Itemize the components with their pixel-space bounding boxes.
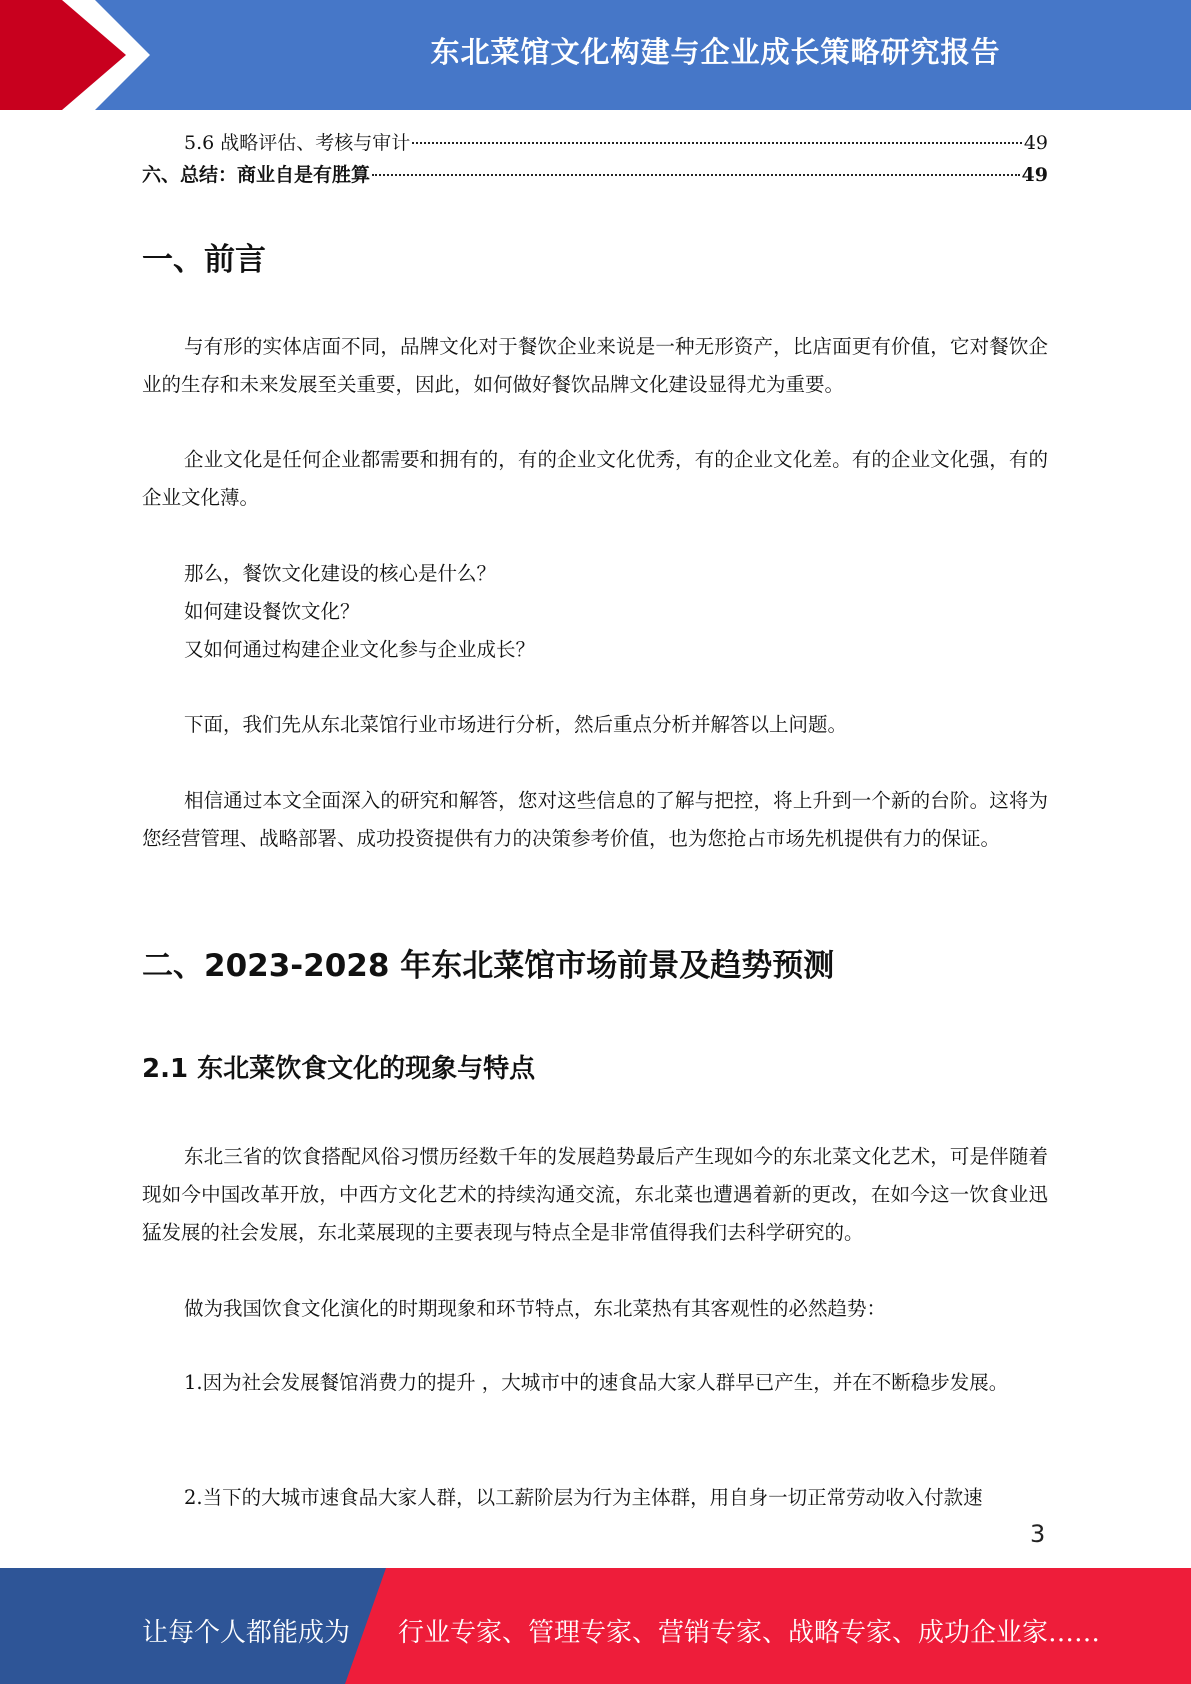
header-arrow-icon [0, 0, 200, 110]
toc-leader [372, 174, 1020, 176]
body-paragraph: 东北三省的饮食搭配风俗习惯历经数千年的发展趋势最后产生现如今的东北菜文化艺术，可是伴随着现如今中国改革开放，中西方文化艺术的持续沟通交流，东北菜也遭遇着新的更改，在如今这一饮食业迅猛发展的社会发展，东北菜展现的主要表现与特点全是非常值得我们去科学研究的。 [142, 1145, 1048, 1244]
body-paragraph: 相信通过本文全面深入的研究和解答，您对这些信息的了解与把控，将上升到一个新的台阶。这将为您经营管理、战略部署、成功投资提供有力的决策参考价值，也为您抢占市场先机提供有力的保证。 [142, 789, 1048, 850]
body-paragraph: 企业文化是任何企业都需要和拥有的，有的企业文化优秀，有的企业文化差。有的企业文化强，有的企业文化薄。 [142, 448, 1048, 509]
section-heading: 二、2023-2028 年东北菜馆市场前景及趋势预测 [142, 948, 835, 984]
report-title: 东北菜馆文化构建与企业成长策略研究报告 [430, 35, 1001, 69]
toc-entry[interactable] [142, 160, 1048, 192]
toc-entry-label: 六、总结：商业自是有胜算 [142, 164, 371, 186]
body-paragraph: 下面，我们先从东北菜馆行业市场进行分析，然后重点分析并解答以上问题。 [184, 713, 848, 736]
toc-entry-page: 49 [1023, 132, 1048, 154]
toc-entry[interactable] [142, 128, 1048, 160]
question-line: 如何建设餐饮文化？ [184, 600, 360, 623]
table-of-contents [142, 128, 1048, 192]
body-paragraph: 与有形的实体店面不同，品牌文化对于餐饮企业来说是一种无形资产，比店面更有价值，它对餐饮企业的生存和未来发展至关重要，因此，如何做好餐饮品牌文化建设显得尤为重要。 [142, 335, 1048, 396]
body-paragraph: 1.因为社会发展餐馆消费力的提升 ，大城市中的速食品大家人群早已产生，并在不断稳步发展。 [184, 1371, 1009, 1394]
page-number: 3 [1030, 1520, 1046, 1548]
section-heading: 一、前言 [142, 242, 266, 278]
body-paragraph: 2.当下的大城市速食品大家人群，以工薪阶层为行为主体群，用自身一切正常劳动收入付款速 [184, 1486, 983, 1509]
question-line: 又如何通过构建企业文化参与企业成长？ [184, 638, 536, 661]
toc-leader [412, 142, 1022, 144]
footer-slogan-left: 让每个人都能成为 [142, 1618, 351, 1648]
subsection-heading: 2.1 东北菜饮食文化的现象与特点 [142, 1054, 536, 1084]
body-paragraph: 做为我国饮食文化演化的时期现象和环节特点，东北菜热有其客观性的必然趋势： [184, 1297, 887, 1320]
toc-entry-label: 5.6 战略评估、考核与审计 [184, 132, 411, 154]
question-line: 那么，餐饮文化建设的核心是什么？ [184, 562, 497, 585]
page-header [0, 0, 1191, 110]
toc-entry-page: 49 [1021, 164, 1048, 186]
footer-slogan-right: 行业专家、管理专家、营销专家、战略专家、成功企业家…… [398, 1618, 1101, 1648]
page-footer [0, 1568, 1191, 1684]
